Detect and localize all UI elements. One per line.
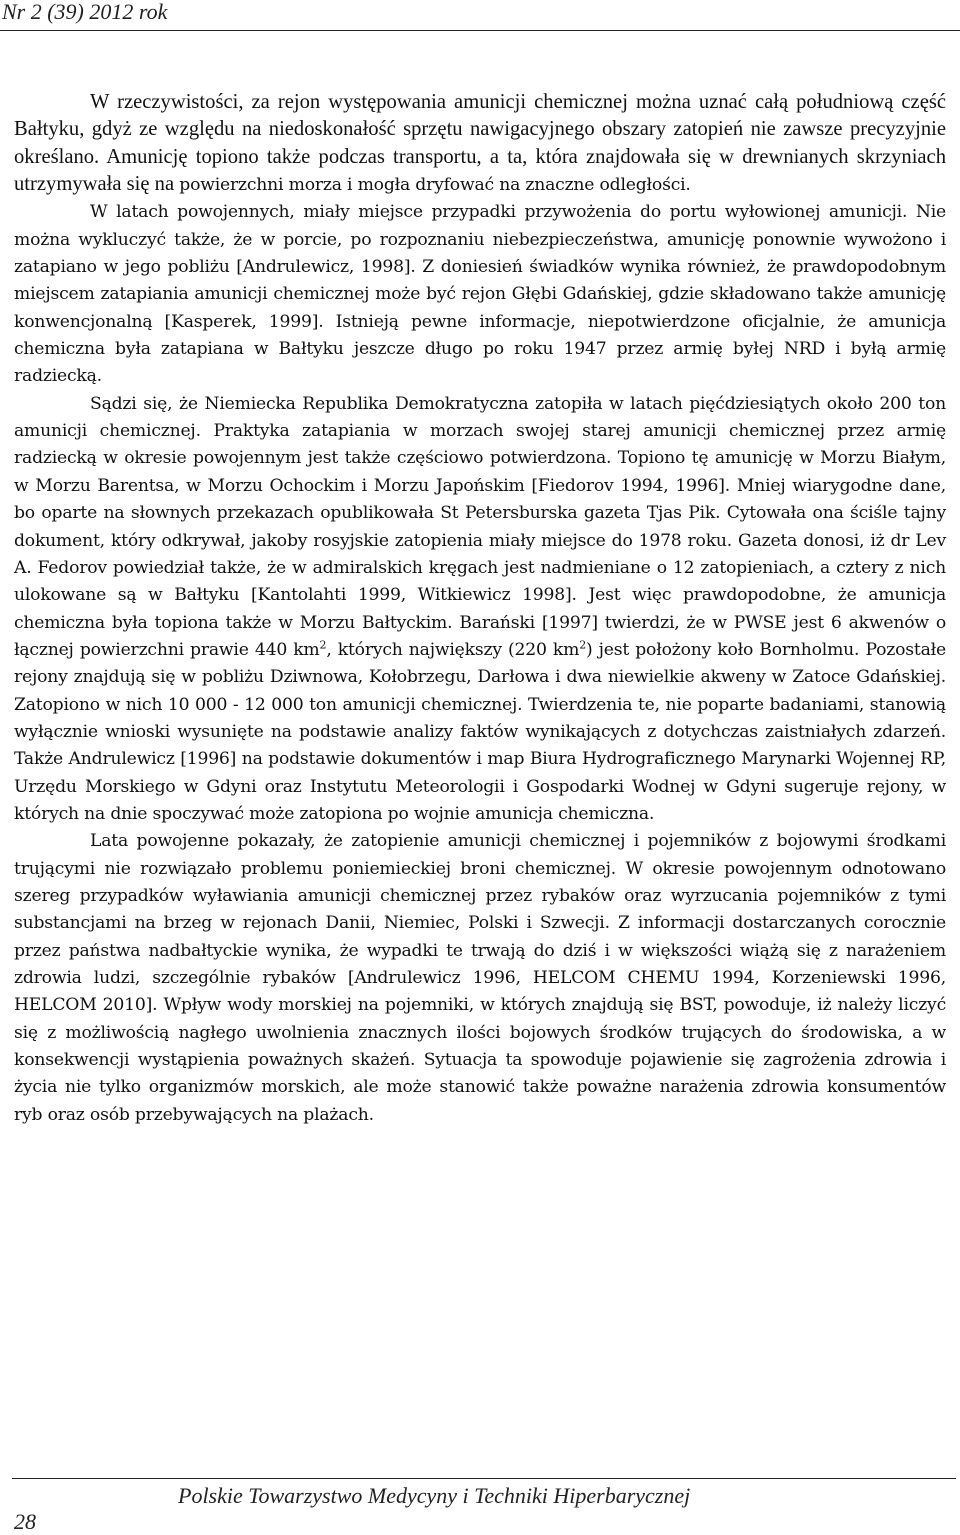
- paragraph-3-text-c: ) jest położony koło Bornholmu. Pozostałe rejony znajdują się w pobliżu Dziwnowa, Kołobrzegu, Darłowa i dwa niewielkie akweny w Zatoce Gdańskiej. Zatopiono w nich 10 000 - 12 000 ton amunicji chemicznej. Twierdzenia te, nie poparte badaniami, stanowią wyłącznie wnioski wysunięte na podstawie analizy faktów wynikających z dotychczas zaistniałych zdarzeń. Także Andrulewicz [1996] na podstawie dokumentów i map Biura Hydrograficznego Marynarki Wojennej RP, Urzędu Morskiego w Gdyni oraz Instytutu Meteorologii i Gospodarki Wodnej w Gdyni sugeruje rejony, w których na dnie spoczywać może zatopiona po wojnie amunicja chemiczna.: [14, 639, 946, 824]
- footer-divider: [12, 1478, 956, 1479]
- paragraph-1-tail: powierzchni morza i mogła dryfować na znaczne odległości.: [179, 175, 691, 196]
- paragraph-3-text-a: Sądzi się, że Niemiecka Republika Demokratyczna zatopiła w latach pięćdziesiątych około 200 ton amunicji chemicznej. Praktyka zatapiania w morzach swojej starej amunicji chemicznej przez armię radziecką w okresie powojennym jest także częściowo potwierdzona. Topiono tę amunicję w Morzu Białym, w Morzu Barentsa, w Morzu Ochockim i Morzu Japońskim [Fiedorov 1994, 1996]. Mniej wiarygodne dane, bo oparte na słownych przekazach opublikowała St Petersburska gazeta Tjas Pik. Cytowała ona ściśle tajny dokument, który odkrywał, jakoby rosyjskie zatopienia miały miejsce do 1978 roku. Gazeta donosi, iż dr Lev A. Fedorov powiedział także, że w admiralskich kręgach jest nadmieniane o 12 zatopieniach, a cztery z nich ulokowane są w Bałtyku [Kantolahti 1999, Witkiewicz 1998]. Jest więc prawdopodobne, że amunicja chemiczna była topiona także w Morzu Bałtyckim. Barański [1997] twierdzi, że w PWSE jest 6 akwenów o łącznej powierzchni prawie 440 km: [14, 393, 946, 660]
- superscript-2: 2: [319, 638, 327, 652]
- publisher-footer: Polskie Towarzystwo Medycyny i Techniki Hiperbarycznej: [178, 1483, 691, 1508]
- issue-label: Nr 2 (39) 2012 rok: [2, 0, 168, 24]
- paragraph-3-text-b: , których największy (220 km: [326, 639, 580, 660]
- paragraph-1-text: W rzeczywistości, za rejon występowania amunicji chemicznej można uznać całą południową część Bałtyku, gdyż ze względu na niedoskonałość sprzętu nawigacyjnego obszary zatopień nie zawsze precyzyjnie określano. Amunicję topiono także podczas transportu, a ta, która znajdowała się w drewnianych skrzyniach utrzymywała się na: [14, 91, 946, 196]
- paragraph-1: [14, 89, 946, 199]
- article-body: [14, 89, 946, 1129]
- paragraph-3: [14, 391, 946, 829]
- paragraph-4: Lata powojenne pokazały, że zatopienie amunicji chemicznej i pojemników z bojowymi środkami trującymi nie rozwiązało problemu poniemieckiej broni chemicznej. W okresie powojennym odnotowano szereg przypadków wyławiania amunicji chemicznej przez rybaków oraz wyrzucania pojemników z tymi substancjami na brzeg w rejonach Danii, Niemiec, Polski i Szwecji. Z informacji dostarczanych corocznie przez państwa nadbałtyckie wynika, że wypadki te trwają do dziś i w większości wiążą się z narażeniem zdrowia ludzi, szczególnie rybaków [Andrulewicz 1996, HELCOM CHEMU 1994, Korzeniewski 1996, HELCOM 2010]. Wpływ wody morskiej na pojemniki, w których znajdują się BST, powoduje, iż należy liczyć się z możliwością nagłego uwolnienia znacznych ilości bojowych środków trujących do środowiska, a w konsekwencji wystąpienia poważnych skażeń. Sytuacja ta spowoduje pojawienie się zagrożenia zdrowia i życia nie tylko organizmów morskich, ale może stanowić także poważne narażenia zdrowia konsumentów ryb oraz osób przebywających na plażach.: [14, 831, 946, 1125]
- running-header: [0, 0, 960, 31]
- superscript-2: 2: [579, 638, 586, 652]
- paragraph-2: W latach powojennych, miały miejsce przypadki przywożenia do portu wyłowionej amunicji. Nie można wykluczyć także, że w porcie, po rozpoznaniu niebezpieczeństwa, amunicję ponownie wywożono i zatapiano w jego pobliżu [Andrulewicz, 1998]. Z doniesień świadków wynika również, że prawdopodobnym miejscem zatapiania amunicji chemicznej może być rejon Głębi Gdańskiej, gdzie składowano także amunicję konwencjonalną [Kasperek, 1999]. Istnieją pewne informacje, niepotwierdzone oficjalnie, że amunicja chemiczna była zatapiana w Bałtyku jeszcze długo po roku 1947 przez armię byłej NRD i byłą armię radziecką.: [14, 202, 946, 387]
- page-number: 28: [14, 1509, 36, 1534]
